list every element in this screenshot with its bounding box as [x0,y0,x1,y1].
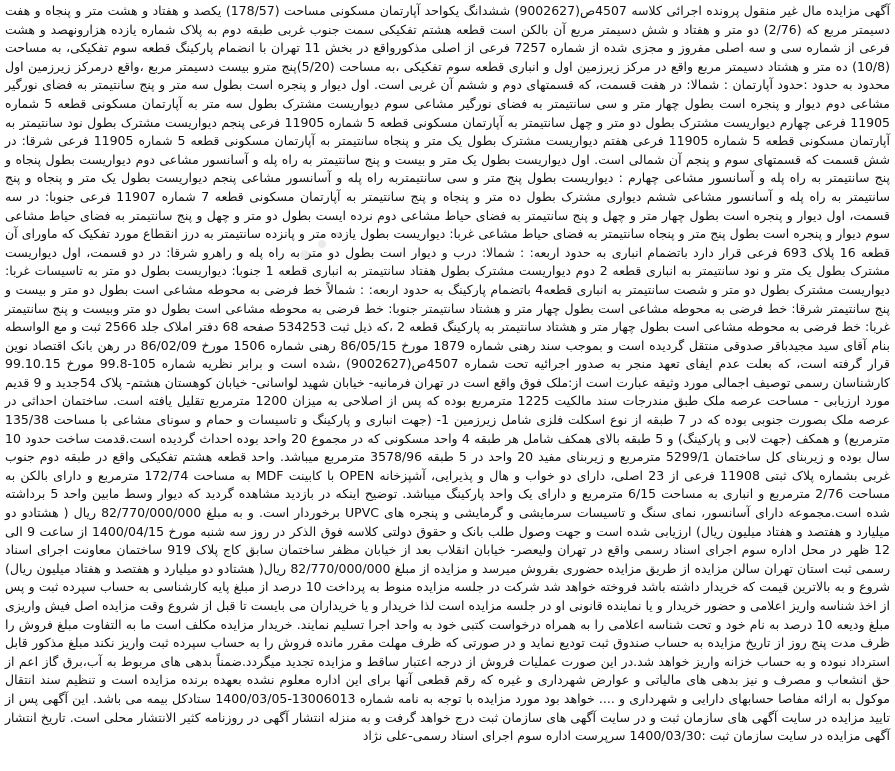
auction-notice-text: آگهی مزایده مال غیر منقول پرونده اجرائی کلاسه 4507ص(9002627) ششدانگ یکواحد آپارتمان مسکونی مساحت (178/57) یکصد و هفتاد و هشت متر و پنجاه و هفت دسیمتر مربع که (2/76) دو متر و هفتاد و شش دسیمتر مربع آن بالکن است قطعه هشتم تفکیکی سمت جنوب غربی طبقه دوم به پلاک شماره یازده هزارونهصد و هشت فرعی از شماره سی و سه اصلی مفروز و مجزی شده از شماره 7257 فرعی از اصلی مذکورواقع در بخش 11 تهران با انضمام پارکینگ قطعه سوم تفکیکی، به مساحت (10/8) ده متر و هشتاد دسیمتر مربع واقع در مرکز زیرزمین اول و انباری قطعه سوم تفکیکی ،به مساحت (5/20)پنج مترو بیست دسیمتر مربع ،واقع درمرکز زیرزمین اول محدود به حدود :حدود آپارتمان : شمالا: در هفت قسمت، که قسمتهای دوم و ششم آن غربی است. اول دیوار و پنجره است بطول سه متر و پنج سانتیمتر به فضای نورگیر مشاعی دوم دیوار و پنجره است بطول چهار متر و سی سانتیمتر به فضای نورگیر مشاعی سوم دیواریست مشترک بطول سه متر به آپارتمان مسکونی قطعه 5 شماره 11905 فرعی چهارم دیواریست مشترک بطول دو متر و چهل سانتیمتر به آپارتمان مسکونی قطعه 5 شماره 11905 فرعی پنجم دیواریست مشترک بطول نود سانتیمتر به آپارتمان مسکونی قطعه 5 شماره 11905 فرعی هفتم دیواریست مشترک بطول یک متر و پنجاه سانتیمتر به آپارتمان مسکونی قطعه 5 شماره 11905 فرعی شرقا: در شش قسمت که قسمتهای سوم و پنجم آن شمالی است. اول دیواریست بطول یک متر و بیست و پنج سانتیمتر به راه پله و آسانسور مشاعی دوم دیواریست بطول پنجاه و پنج سانتیمتر به راه پله و آسانسور مشاعی چهارم : دیواریست بطول پنج متر و سی سانتیمتربه راه پله و آسانسور مشاعی پنجم دیواریست بطول یک متر و پنجاه و پنج سانتیمتر به راه پله و آسانسور مشاعی ششم دیواری مشترک بطول ده متر و پنجاه و پنج سانتیمتر به آپارتمان مسکونی قطعه 7 شماره 11907 فرعی جنوبا: در سه قسمت، اول دیوار و پنجره است بطول چهار متر و چهل و پنج سانتیمتر به فضای حیاط مشاعی دوم نرده ایست بطول دو متر و چهل و پنج سانتیمتر به فضای حیاط مشاعی سوم دیوار و پنجره است بطول پنج متر و پنجاه سانتیمتر به فضای حیاط مشاعی غربا: دیواریست بطول یازده متر و پانزده سانتیمتر به درز انقطاع مورد تفکیک که ماورای آن قطعه 16 پلاک 693 فرعی قرار دارد باتضمام انباری به حدود اربعه: : شمالا: درب و دیوار است بطول دو متر به راه پله و راهرو شرقا: در دو قسمت، اول دیواریست مشترک بطول یک متر و نود سانتیمتر به انباری قطعه 2 دوم دیواریست مشترک بطول هفتاد سانتیمتر به انباری قطعه 1 جنوبا: دیواریست بطول دو متر به تاسیسات غربا: دیواریست مشترک بطول دو متر و شصت سانتیمتر به انباری قطعه4 باتضمام پارکینگ به حدود اربعه: : شمالاً خط فرضی به محوطه مشاعی است بطول دو متر و بیست و پنج سانتیمتر شرقا: خط فرضی به محوطه مشاعی است بطول چهار متر و هشتاد سانتیمتر جنوبا: خط فرضی به محوطه مشاعی است بطول دو متر وبیست و پنج سانتیمتر غربا: خط فرضی به محوطه مشاعی است بطول چهار متر و هشتاد سانتیمتر به پارکینگ قطعه 2 ،که ذیل ثبت 534253 صفحه 68 دفتر املاک جلد 2566 ثبت و مع الواسطه بنام آقای سید مجیدباقر صدوقی منتقل گردیده است و بموجب سند رهنی شماره 1879 مورخ 86/05/15 رهنی شماره 1506 مورخ 86/02/09 در رهن بانک اقتصاد نوین قرار گرفته است، که بعلت عدم ایفای تعهد منجر به صدور اجرائیه تحت شماره 4507ص(9002627) ،شده است و برابر نظریه شماره 105-99.8 مورخ 99.10.15 کارشناسان رسمی توصیف اجمالی مورد وثیقه عبارت است از:ملک فوق واقع است در تهران فرمانیه- خیابان شهید لواسانی- خیابان کوهستان هشتم- پلاک 54جدید و 9 قدیم مورد ارزیابی - مساحت عرصه ملک طبق مندرجات سند مالکیت 1225 مترمربع بوده که پس از اصلاحی به میزان 1200 مترمربع تقلیل یافته است. ساختمان احداثی در عرصه ملک بصورت جنوبی بوده که در 7 طبقه از نوع اسکلت فلزی شامل زیرزمین 1- (جهت انباری و پارکینگ و تاسیسات و حمام و سونای مشاعی با مساحت 135/38 مترمربع) و همکف (جهت لابی و پارکینگ) و 5 طبقه بالای همکف شامل هر طبقه 4 واحد مسکونی که در مجموع 20 واحد بوده احداث گردیده است.قدمت ساخت حدود 10 سال بوده و زیربنای کل ساختمان 5299/1 مترمربع و زیربنای مفید 20 واحد در 5 طبقه 3578/96 مترمربع میباشد. واحد قطعه هشتم تفکیکی واقع در طبقه دوم جنوب غربی بشماره پلاک ثبتی 11908 فرعی از 23 اصلی، دارای دو خواب و هال و پذیرایی، آشپزخانه OPEN با کابینت MDF به مساحت 172/74 مترمربع و دارای بالکن به مساحت 2/76 مترمربع و انباری به مساحت 6/15 مترمربع و دارای یک واحد پارکینگ میباشد. توضیح اینکه در بازدید مشاهده گردید که دیوار وسط مابین واحد 5 برداشته شده است.مجموعه دارای آسانسور، نمای سنگ و تاسیسات سرمایشی و گرمایشی و پنجره های UPVC برخوردار است. و به مبلغ 82/770/000/000 ریال ( هشتادو دو میلیارد و هفتصد و هفتاد میلیون ریال) ارزیابی شده است و جهت وصول طلب بانک و حقوق دولتی کلاسه فوق الذکر در روز سه شنبه مورخ 1400/04/15 از ساعت 9 الی 12 ظهر در محل اداره سوم اجرای اسناد رسمی واقع در تهران ولیعصر- خیابان انقلاب بعد از خیابان مظفر ساختمان سابق کاج پلاک 919 ساختمان معاونت اجرای اسناد رسمی ثبت استان تهران سالن مزایده از طریق مزایده حضوری بفروش میرسد و مزایده از مبلغ 82/770/000/000 ریال( هشتادو دو میلیارد و هفتصد و هفتاد میلیون ریال) شروع و به بالاترین قیمت که خریدار داشته باشد فروخته خواهد شد شرکت در جلسه مزایده منوط به پرداخت 10 درصد از مبلغ پایه کارشناسی به حساب سپرده ثبت و پس از اخذ شناسه واریز اعلامی و حضور خریدار و یا نماینده قانونی او در جلسه مزایده است لذا خریدار و یا خریداران می بایست تا قبل از شروع وقت مزایده اصل فیش واریزی مبلغ ودیعه 10 درصد به نام خود و تحت شناسه اعلامی را به همراه درخواست کتبی خود به واحد اجرا تسلیم نمایند. خریدار مزایده مکلف است ما به التفاوت مبلغ فروش را ظرف مدت پنج روز از تاریخ مزایده به حساب صندوق ثبت تودیع نماید و در صورتی که ظرف مهلت مقرر مانده فروش را به حساب سپرده ثبت واریز نکند مبلغ مذکور قابل استرداد نبوده و به حساب خزانه واریز خواهد شد.در این صورت عملیات فروش از درجه اعتبار ساقط و مزایده تجدید میگردد.ضمناً بدهی های مربوط به آب،برق گاز اعم از حق انشعاب و مصرف و نیز بدهی های مالیاتی و عوارض شهرداری و غیره که رقم قطعی آنها برای این اداره معلوم نشده بعهده برنده مزایده است و تنظیم سند انتقال موکول به ارائه مفاصا حسابهای دارایی و شهرداری و .... خواهد بود مورد مزایده با توجه به نامه شماره 13006013-1400/03/05 ستادکل بیمه می باشد. این آگهی پس از تایید مزایده در سایت آگهی های سازمان ثبت و در سایت آگهی های سازمان ثبت درج خواهد گرفت و به منزله انتشار آگهی در روزنامه کثیر الانتشار محلی است. تاریخ انتشار آگهی مزایده در سایت سازمان ثبت :1400/03/30 سرپرست اداره سوم اجرای اسناد رسمی-علی نژاد [5,3,891,744]
auction-notice-body [5,2,890,746]
